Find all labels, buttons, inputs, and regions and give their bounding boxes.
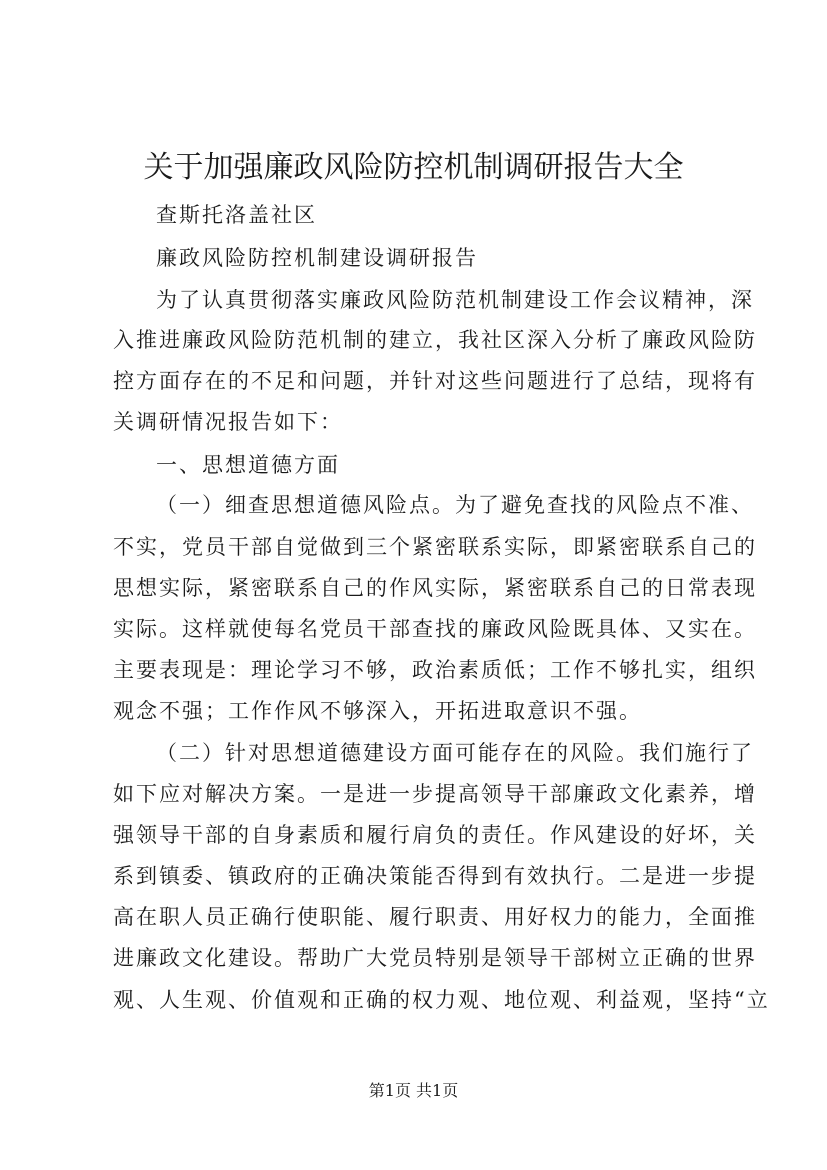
text-line: 思想实际，紧密联系自己的作风实际，紧密联系自己的日常表现 <box>113 576 757 600</box>
text-line: 为了认真贯彻落实廉政风险防范机制建设工作会议精神，深 <box>156 288 754 312</box>
section-heading: 一、思想道德方面 <box>156 453 340 477</box>
page-number-footer: 第1页 共1页 <box>368 1081 459 1100</box>
text-line: 观、人生观、价值观和正确的权力观、地位观、利益观，坚持“立 <box>113 988 770 1012</box>
text-line: 不实，党员干部自觉做到三个紧密联系实际，即紧密联系自己的 <box>113 535 757 559</box>
text-line: 实际。这样就使每名党员干部查找的廉政风险既具体、又实在。 <box>113 617 757 641</box>
text-line: 入推进廉政风险防范机制的建立，我社区深入分析了廉政风险防 <box>113 328 757 352</box>
text-line: （二）针对思想道德建设方面可能存在的风险。我们施行了 <box>156 741 754 765</box>
text-line: 控方面存在的不足和问题，并针对这些问题进行了总结，现将有 <box>113 369 757 393</box>
text-line-community: 查斯托洛盖社区 <box>156 203 317 227</box>
text-line: 高在职人员正确行使职能、履行职责、用好权力的能力，全面推 <box>113 905 757 929</box>
text-line: 观念不强；工作作风不够深入，开拓进取意识不强。 <box>113 699 642 723</box>
text-line: 如下应对解决方案。一是进一步提高领导干部廉政文化素养，增 <box>113 782 757 806</box>
text-line-report-subtitle: 廉政风险防控机制建设调研报告 <box>156 246 478 270</box>
text-line: 主要表现是：理论学习不够，政治素质低；工作不够扎实，组织 <box>113 658 757 682</box>
document-title: 关于加强廉政风险防控机制调研报告大全 <box>143 150 684 185</box>
text-line: 进廉政文化建设。帮助广大党员特别是领导干部树立正确的世界 <box>113 946 757 970</box>
text-line: 关调研情况报告如下： <box>113 410 343 434</box>
text-line: 强领导干部的自身素质和履行肩负的责任。作风建设的好坏，关 <box>113 823 757 847</box>
text-line: 系到镇委、镇政府的正确决策能否得到有效执行。二是进一步提 <box>113 864 757 888</box>
text-line: （一）细查思想道德风险点。为了避免查找的风险点不准、 <box>156 493 754 517</box>
